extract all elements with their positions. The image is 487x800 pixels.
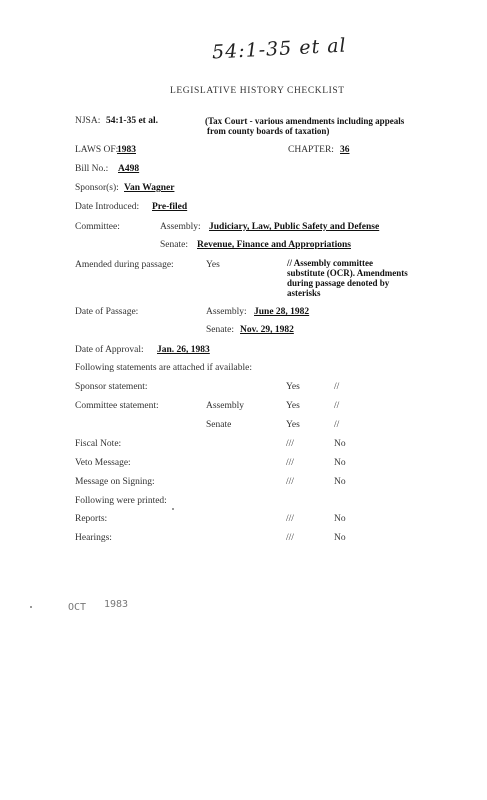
statement-label: Veto Message: — [75, 458, 131, 468]
statement-col1: /// — [286, 477, 294, 487]
passage-assembly-value: June 28, 1982 — [254, 307, 310, 317]
committee-assembly-value: Judiciary, Law, Public Safety and Defense — [209, 222, 380, 232]
printed-col2: No — [334, 533, 346, 543]
statement-col1: Yes — [286, 401, 300, 411]
sponsor-value: Van Wagner — [124, 183, 175, 193]
committee-senate-label: Senate: — [160, 240, 188, 250]
date-introduced-label: Date Introduced: — [75, 202, 140, 212]
statement-col2: // — [334, 401, 340, 411]
date-introduced-value: Pre-filed — [152, 202, 188, 212]
statement-col2: // — [334, 420, 340, 430]
amended-note-line1: // Assembly committee — [287, 258, 373, 268]
stamp-month: OCT — [68, 602, 87, 613]
printed-label: Reports: — [75, 514, 108, 524]
sponsor-label: Sponsor(s): — [75, 183, 119, 193]
committee-label: Committee: — [75, 222, 120, 232]
statement-col1: /// — [286, 458, 294, 468]
statement-col1: /// — [286, 439, 294, 449]
statement-col2: // — [334, 382, 340, 392]
printed-label: Hearings: — [75, 533, 112, 543]
statement-col2: No — [334, 458, 346, 468]
chapter-value: 36 — [340, 145, 350, 155]
printed-col1: /// — [286, 514, 294, 524]
laws-of-label: LAWS OF: — [75, 145, 119, 155]
date-of-approval-label: Date of Approval: — [75, 345, 144, 355]
amended-value: Yes — [206, 260, 220, 270]
njsa-value: 54:1-35 et al. — [106, 116, 158, 126]
subject-note-line2: from county boards of taxation) — [207, 126, 330, 136]
laws-of-value: 1983 — [117, 145, 136, 155]
passage-assembly-label: Assembly: — [206, 307, 247, 317]
statement-sub: Assembly — [206, 401, 244, 411]
page-title: LEGISLATIVE HISTORY CHECKLIST — [170, 86, 345, 96]
date-of-approval-value: Jan. 26, 1983 — [157, 345, 210, 355]
date-of-passage-label: Date of Passage: — [75, 307, 139, 317]
committee-assembly-label: Assembly: — [160, 222, 201, 232]
subject-note-line1: (Tax Court - various amendments including appeals — [205, 116, 405, 126]
scan-speck — [30, 606, 32, 608]
following-printed-heading: Following were printed: — [75, 496, 167, 506]
chapter-label: CHAPTER: — [288, 145, 334, 155]
scan-speck — [172, 508, 174, 510]
statement-label: Fiscal Note: — [75, 439, 122, 449]
statement-label: Committee statement: — [75, 401, 159, 411]
bill-no-value: A498 — [118, 164, 140, 174]
amended-note-line4: asterisks — [287, 288, 321, 298]
statement-col1: Yes — [286, 382, 300, 392]
handwritten-citation: 54:1-35 et al — [211, 34, 348, 64]
passage-senate-label: Senate: — [206, 325, 234, 335]
amended-note-line2: substitute (OCR). Amendments — [287, 268, 408, 278]
printed-col2: No — [334, 514, 346, 524]
bill-no-label: Bill No.: — [75, 164, 109, 174]
stamp-year: 1983 — [104, 599, 129, 610]
committee-senate-value: Revenue, Finance and Appropriations — [197, 240, 351, 250]
passage-senate-value: Nov. 29, 1982 — [240, 325, 294, 335]
statement-col2: No — [334, 477, 346, 487]
following-attached-heading: Following statements are attached if available: — [75, 363, 253, 373]
statement-label: Message on Signing: — [75, 477, 155, 487]
amended-note-line3: during passage denoted by — [287, 278, 390, 288]
statement-sub: Senate — [206, 420, 232, 430]
statement-col2: No — [334, 439, 346, 449]
amended-label: Amended during passage: — [75, 260, 174, 270]
printed-col1: /// — [286, 533, 294, 543]
njsa-label: NJSA: — [75, 116, 101, 126]
statement-label: Sponsor statement: — [75, 382, 148, 392]
statement-col1: Yes — [286, 420, 300, 430]
